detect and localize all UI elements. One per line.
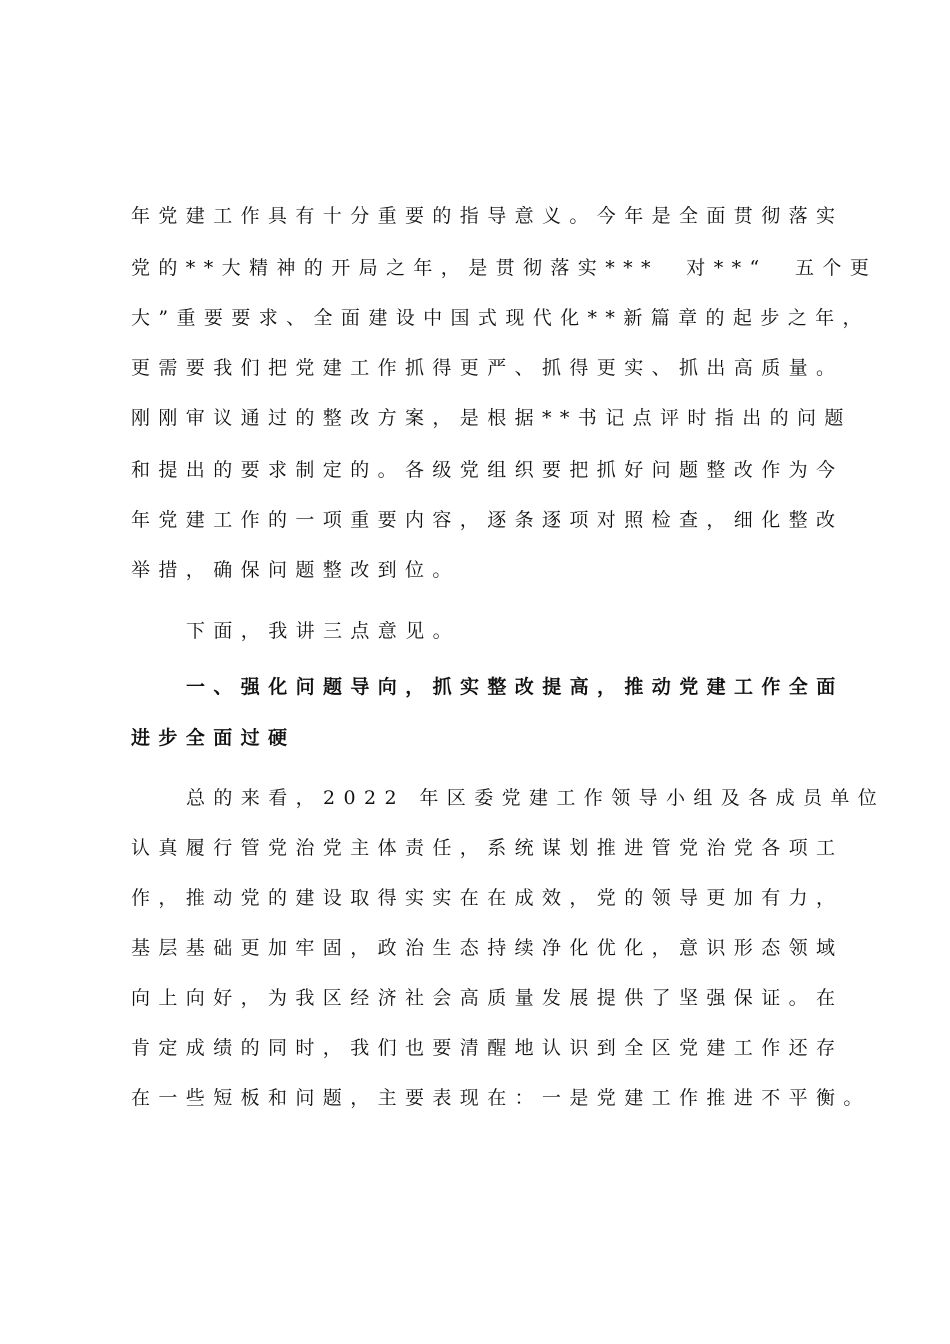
body-line: 肯定成绩的同时，我们也要清醒地认识到全区党建工作还存 xyxy=(131,1037,844,1059)
body-line: 在一些短板和问题，主要表现在：一是党建工作推进不平衡。 xyxy=(131,1087,871,1109)
body-line: 更需要我们把党建工作抓得更严、抓得更实、抓出高质量。 xyxy=(131,357,844,379)
body-line: 和提出的要求制定的。各级党组织要把抓好问题整改作为今 xyxy=(131,459,844,481)
body-line: 年党建工作的一项重要内容，逐条逐项对照检查，细化整改 xyxy=(131,509,844,531)
body-line: 刚刚审议通过的整改方案，是根据**书记点评时指出的问题 xyxy=(131,407,852,429)
body-line: 向上向好，为我区经济社会高质量发展提供了坚强保证。在 xyxy=(131,987,844,1009)
body-line: 党的**大精神的开局之年，是贯彻落实*** 对**“ 五个更 xyxy=(131,257,878,279)
body-line: 总的来看，2022 年区委党建工作领导小组及各成员单位 xyxy=(186,787,886,809)
body-line: 基层基础更加牢固，政治生态持续净化优化，意识形态领域 xyxy=(131,937,844,959)
body-line: 作，推动党的建设取得实实在在成效，党的领导更加有力， xyxy=(131,887,844,909)
body-line: 大”重要要求、全面建设中国式现代化**新篇章的起步之年， xyxy=(131,307,870,329)
paragraph-intro: 下面，我讲三点意见。 xyxy=(186,620,461,642)
section-heading-line: 进步全面过硬 xyxy=(131,727,296,749)
body-line: 举措，确保问题整改到位。 xyxy=(131,559,460,581)
body-line: 认真履行管党治党主体责任，系统谋划推进管党治党各项工 xyxy=(131,837,844,859)
body-line: 年党建工作具有十分重要的指导意义。今年是全面贯彻落实 xyxy=(131,205,844,227)
section-heading-line: 一、强化问题导向，抓实整改提高，推动党建工作全面 xyxy=(186,676,844,698)
